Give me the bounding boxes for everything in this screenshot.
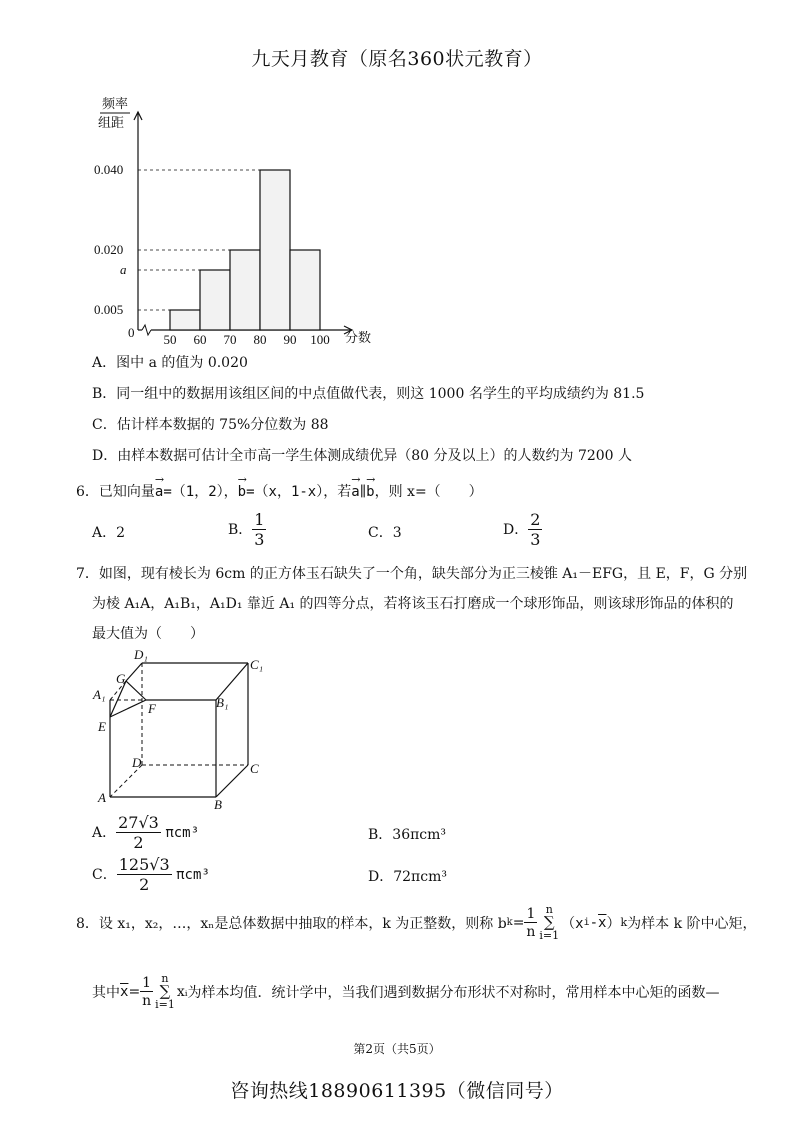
q7-option-d: D．72πcm³: [368, 869, 447, 885]
label-d1: D₁: [134, 647, 148, 662]
label-c: C: [250, 761, 259, 776]
fraction-125-root3-over-2: $\frac{125√3}{2}$: [118, 855, 170, 894]
q5-option-a: A．图中 a 的值为 0.020: [92, 355, 248, 371]
q7-line-3: 最大值为（ ）: [92, 626, 204, 642]
label-g: G: [116, 671, 126, 686]
label-b1: B₁: [216, 695, 229, 710]
q8-line-2: 其中 $\overline{x}$ = $\frac{1}{n}$ n ∑ i=1 xᵢ 为样本均值．统计学中，当我们遇到数据分布形状不对称时，常用样本中心矩的函数—: [92, 972, 720, 1011]
fraction-1-over-n: $\frac{1}{n}$: [526, 905, 536, 940]
origin-label: 0: [128, 325, 135, 340]
q7-line-1: 7．如图，现有棱长为 6cm 的正方体玉石缺失了一个角，缺失部分为正三棱锥 A₁－EFG，且 E，F，G 分别: [76, 566, 748, 582]
histogram-bar: [170, 310, 200, 330]
q5-option-c: C．估计样本数据的 75%分位数为 88: [92, 417, 329, 433]
y-tick-label: 0.005: [94, 302, 124, 317]
q5-option-b: B．同一组中的数据用该组区间的中点值做代表，则这 1000 名学生的平均成绩约为 81.5: [92, 386, 645, 402]
page-header: 九天月教育（原名360状元教育）: [251, 48, 543, 70]
vector-a: → a: [154, 473, 165, 500]
y-label-top: 频率: [102, 96, 129, 111]
fraction-2-3: $\frac{2}{3}$: [530, 510, 541, 549]
label-d: D: [132, 755, 142, 770]
q7-option-b: B．36πcm³: [368, 827, 447, 843]
vector-b: → b: [237, 473, 247, 500]
y-label-bottom: 组距: [98, 115, 125, 130]
summation: n ∑ i=1: [539, 903, 560, 942]
q6-option-c: C．3: [368, 525, 402, 541]
fraction-27-root3-over-2: $\frac{27√3}{2}$: [118, 813, 159, 852]
label-a: A: [98, 790, 106, 805]
label-b: B: [214, 797, 222, 812]
x-tick-label: 100: [310, 332, 330, 347]
label-a1: A₁: [93, 687, 106, 702]
x-tick-label: 80: [253, 332, 267, 347]
cube-figure: [90, 645, 270, 815]
q6-option-d: D． $\frac{2}{3}$: [503, 510, 541, 549]
y-tick-label: 0.020: [94, 242, 124, 257]
histogram-bar: [260, 170, 290, 330]
q7-line-2: 为棱 A₁A，A₁B₁，A₁D₁ 靠近 A₁ 的四等分点，若将该玉石打磨成一个球形饰品，则该球形饰品的体积的: [92, 596, 734, 612]
histogram-bar: [230, 250, 260, 330]
fraction-1-3: $\frac{1}{3}$: [254, 510, 265, 549]
x-axis-break: [142, 325, 151, 335]
x-tick-label: 50: [163, 332, 177, 347]
q5-option-d: D．由样本数据可估计全市高一学生体测成绩优异（80 分及以上）的人数约为 7200 人: [92, 448, 633, 464]
y-tick-label: a: [120, 262, 127, 277]
q8-line-1: 8．设 x₁，x₂，…，xₙ是总体数据中抽取的样本，k 为正整数，则称 b k = $\frac{1}{n}$ n ∑ i=1 （x i - $\overline{x}$ ） k 为样本 k 阶中心矩，: [76, 903, 757, 942]
page-footer-hotline: 咨询热线18890611395（微信同号）: [230, 1080, 564, 1102]
x-axis-label: 分数: [345, 330, 372, 345]
q6-stem: 6．已知向量 → a=（1，2）， → b=（x，1-x），若 → a∥ → b，则 x=（ ）: [76, 473, 483, 500]
label-e: E: [98, 719, 106, 734]
y-tick-label: 0.040: [94, 162, 124, 177]
q6-option-b: B． $\frac{1}{3}$: [228, 510, 265, 549]
histogram-chart: [90, 90, 380, 350]
q6-option-a: A．2: [92, 525, 126, 541]
page-number: 第2页（共5页）: [353, 1042, 441, 1056]
label-f: F: [148, 701, 156, 716]
x-tick-label: 90: [283, 332, 297, 347]
label-c1: C₁: [250, 657, 264, 672]
x-tick-label: 70: [223, 332, 237, 347]
q7-option-a: A． $\frac{27√3}{2}$ πcm³: [92, 813, 200, 852]
q7-option-c: C． $\frac{125√3}{2}$ πcm³: [92, 855, 210, 894]
histogram-bar: [290, 250, 320, 330]
histogram-bar: [200, 270, 230, 330]
x-tick-label: 60: [193, 332, 207, 347]
